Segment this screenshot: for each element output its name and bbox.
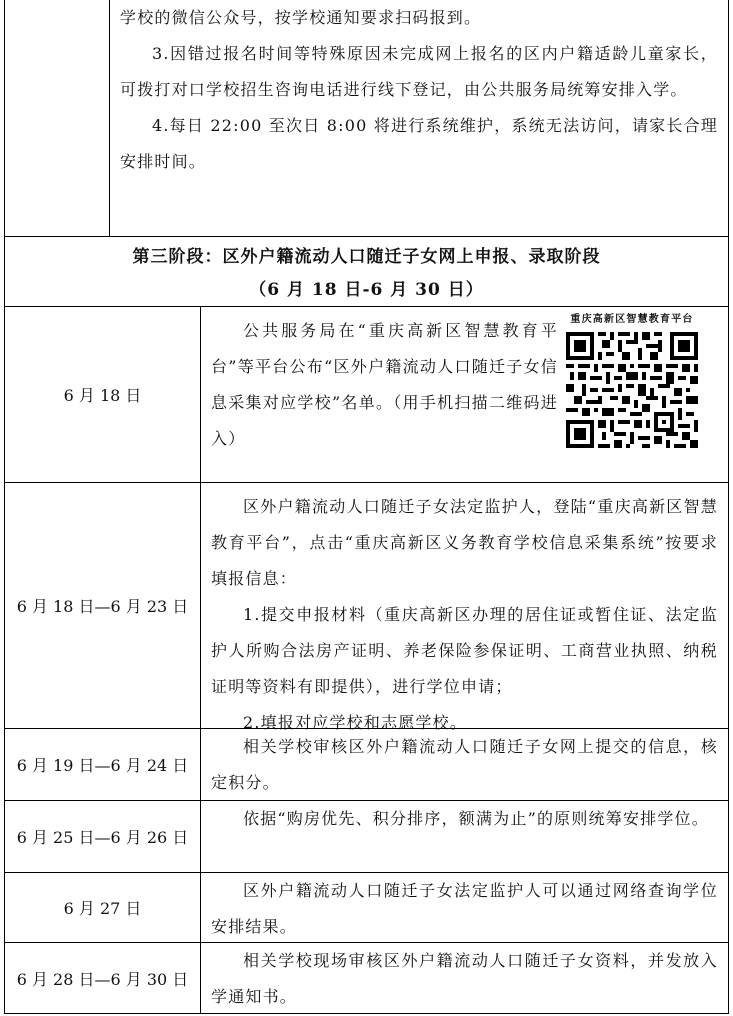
- stage-header: [5, 237, 728, 306]
- paragraph: 依据“购房优先、积分排序，额满为止”的原则统筹安排学位。: [243, 809, 709, 828]
- table-row: [5, 942, 728, 1014]
- stage-dates: （6 月 18 日-6 月 30 日）: [249, 280, 484, 300]
- date-cell: 6 月 27 日: [5, 873, 201, 942]
- paragraph: 相关学校审核区外户籍流动人口随迁子女网上提交的信息，核定积分。: [211, 737, 718, 792]
- content-cell: [201, 801, 728, 872]
- paragraph: 区外户籍流动人口随迁子女法定监护人可以通过网络查询学位安排结果。: [211, 881, 718, 936]
- table-row: [5, 728, 728, 800]
- paragraph: 3.因错过报名时间等特殊原因未完成网上报名的区内户籍适龄儿童家长，可拨打对口学校招生咨询电话进行线下登记，由公共服务局统筹安排入学。: [120, 44, 718, 99]
- date-cell: 6 月 28 日—6 月 30 日: [5, 943, 201, 1014]
- paragraph: 公共服务局在“重庆高新区智慧教育平台”等平台公布“区外户籍流动人口随迁子女信息采集对应学校”名单。（用手机扫描二维码进入）: [211, 321, 558, 448]
- paragraph: 相关学校现场审核区外户籍流动人口随迁子女资料，并发放入学通知书。: [211, 951, 718, 1006]
- date-cell: 6 月 19 日—6 月 24 日: [5, 729, 201, 800]
- stage-header-row: [5, 236, 728, 306]
- stage-title: 第三阶段：区外户籍流动人口随迁子女网上申报、录取阶段: [132, 247, 601, 267]
- paragraph: 2.填报对应学校和志愿学校。: [243, 713, 468, 732]
- content-cell: [201, 483, 728, 732]
- table-row: [5, 482, 728, 732]
- table-row: [5, 306, 728, 482]
- table-row: [5, 800, 728, 872]
- content-cell: [201, 307, 728, 482]
- content-cell: [201, 943, 728, 1014]
- table-row: [5, 872, 728, 942]
- content-cell: [201, 873, 728, 942]
- date-cell-empty: [5, 0, 110, 236]
- table-row: [5, 0, 728, 236]
- content-cell: [201, 729, 728, 800]
- paragraph: 区外户籍流动人口随迁子女法定监护人，登陆“重庆高新区智慧教育平台”，点击“重庆高新区义务教育学校信息采集系统”按要求填报信息：: [211, 497, 718, 588]
- qr-block: [562, 313, 702, 462]
- date-cell: 6 月 18 日: [5, 307, 201, 482]
- schedule-table: [4, 0, 729, 1014]
- paragraph: 1.提交申报材料（重庆高新区办理的居住证或暂住证、法定监护人所购合法房产证明、养老保险参保证明、工商营业执照、纳税证明等资料有即提供），进行学位申请；: [211, 605, 718, 696]
- qr-code-icon[interactable]: [566, 331, 698, 449]
- qr-title: 重庆高新区智慧教育平台: [570, 314, 694, 325]
- paragraph: 4.每日 22:00 至次日 8:00 将进行系统维护，系统无法访问，请家长合理安排时间。: [120, 116, 718, 171]
- content-cell: [110, 0, 728, 236]
- date-cell: 6 月 25 日—6 月 26 日: [5, 801, 201, 872]
- paragraph: 学校的微信公众号，按学校通知要求扫码报到。: [120, 8, 482, 27]
- date-cell: 6 月 18 日—6 月 23 日: [5, 483, 201, 728]
